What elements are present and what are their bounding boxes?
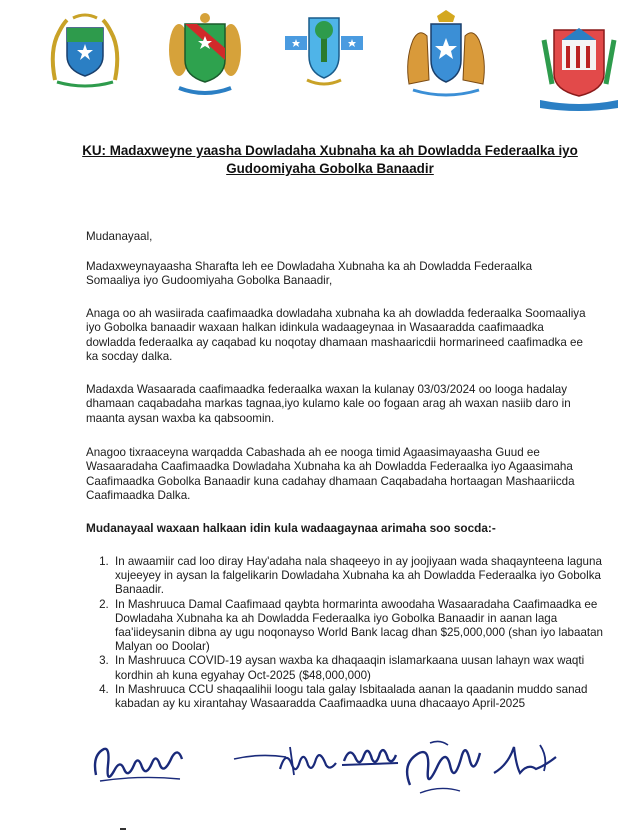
point-item: 2. In Mashruuca Damal Caafimaad qaybta hormarinta awoodaha Wasaaradaha Caafimaadka ee Dowladaha Xubnaha ka ah Dowladda Federaalka iyo Gobolka Banaadir in aanan laga faa'iideysanin dibna ay ugu noqonayso World Bank lacag dhan $25,000,000 (shan iyo labaatan Malyan oo Doolar) bbox=[112, 598, 612, 655]
signature-1-icon bbox=[90, 735, 190, 795]
salutation: Mudanayaal, bbox=[86, 230, 153, 243]
signature-5-icon bbox=[490, 735, 560, 785]
point-item: 3. In Mashruuca COVID-19 aysan waxba ka dhaqaaqin islamarkaana uusan lahayn wax waqti kordhin ah kuna egyahay Oct-2025 ($48,000,000) bbox=[112, 654, 612, 682]
points-subheading: Mudanayaal waxaan halkaan idin kula wadaagaynaa arimaha soo socda:- bbox=[86, 521, 496, 535]
stray-mark bbox=[120, 828, 126, 830]
banadir-emblem-label: G.BANAADIR bbox=[558, 98, 600, 105]
state-emblem-2-icon bbox=[165, 10, 245, 100]
state-emblem-4-icon bbox=[403, 10, 489, 98]
paragraph-2: Anaga oo ah wasiirada caafimaadka dowladaha xubnaha ka ah dowladda federaalka Soomaaliya iyo Gobolka banaadir waxaan halkan idinkula wadaageynaa in Wasaaradda caafimaadka dowladda federaalka ay caqabad ku noqotay dhamaan mashaaricdii hormarineed caafimadka ee ka socday dalka. bbox=[86, 307, 586, 364]
signature-4-icon bbox=[400, 735, 490, 800]
banadir-emblem-icon bbox=[536, 14, 622, 114]
point-item: 1. In awaamiir cad loo diray Hay'adaha nala shaqeeyo in ay joojiyaan wada shaqaynteena laguna xujeeyey in aysan la falgelikarin Dowladaha Xubnaha ka ah Dowladda Federaalka iyo Gobolka Banaadir. bbox=[112, 555, 612, 598]
paragraph-3: Madaxda Wasaarada caafimaadka federaalka waxan la kulanay 03/03/2024 oo looga hadalay dhamaan caqabadaha markas tagnaa,iyo kulamo kale oo fogaan arag ah waxan nasiib daro in maanta aysan waxba ka qabsoomin. bbox=[86, 383, 571, 425]
emblem-row bbox=[0, 10, 627, 110]
letter-heading: KU: Madaxweyne yaasha Dowladaha Xubnaha ka ah Dowladda Federaalka iyo Gudoomiyaha Gobolka Banaadir bbox=[82, 143, 578, 176]
paragraph-4: Anagoo tixraaceyna warqadda Cabashada ah ee nooga timid Agaasimayaasha Guud ee Wasaaradaha Caafimaadka Dowladaha Xubnaha ka ah Dowladda Federaalka iyo Agaasimaha Caafimaadka Gobolka Banaadir kuna cadahay dhamaan Caqabadaha hortaagan Mashaariicda Caafimaadka Dalka. bbox=[86, 446, 575, 503]
signature-2-icon bbox=[230, 735, 340, 785]
points-list bbox=[90, 555, 612, 711]
signature-3-icon bbox=[340, 735, 400, 775]
signature-row bbox=[90, 735, 560, 805]
point-item: 4. In Mashruuca CCU shaqaalihii loogu tala galay Isbitaalada aanan la qaadanin muddo sanad kabadan ay ku xirantahay Wasaaradda Caafimaadka uuna dhacaayo April-2025 bbox=[112, 683, 612, 711]
state-emblem-1-icon bbox=[45, 10, 125, 90]
state-emblem-3-icon bbox=[283, 10, 365, 90]
paragraph-1: Madaxweynayaasha Sharafta leh ee Dowladaha Xubnaha ka ah Dowladda Federaalka Somaaliya iyo Gudoomiyaha Gobolka Banaadir, bbox=[86, 260, 533, 288]
